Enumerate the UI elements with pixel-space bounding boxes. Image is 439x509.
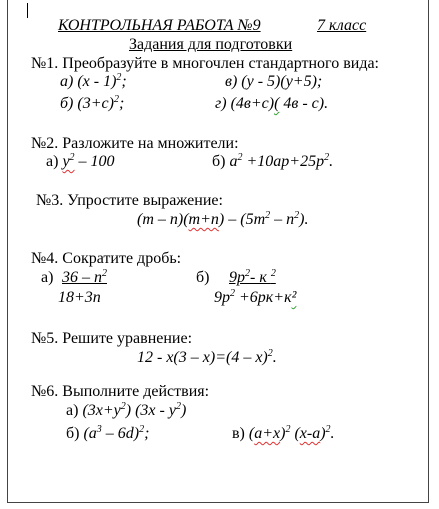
task6-item-a: а) $(3х+у^2)$ $(3х - у^2)$ bbox=[66, 401, 187, 419]
task4-fraction-b-denominator: $9р^2 +6рк+к^2$ bbox=[214, 288, 297, 306]
text-cursor bbox=[27, 3, 28, 18]
task2-item-a: а) $у^2 - 100$ bbox=[46, 152, 115, 170]
task6-item-b: б) $(а^3 - 6d)^2$; bbox=[66, 424, 150, 442]
task3-expression: $(m - n)(m+n) - (5m^2 - n^2)$. bbox=[137, 210, 309, 228]
task2-prompt: №2. Разложите на множители: bbox=[31, 135, 239, 152]
task4-fraction-a-denominator: 18+3n bbox=[58, 289, 101, 306]
task1-item-g: г) (4в+с)( 4в - с). bbox=[215, 95, 329, 112]
task5-prompt: №5. Решите уравнение: bbox=[31, 330, 193, 347]
grade-label: 7 класс bbox=[317, 17, 367, 34]
task4-prompt: №4. Сократите дробь: bbox=[31, 250, 182, 267]
task6-prompt: №6. Выполните действия: bbox=[31, 383, 210, 400]
task4-fraction-b-numerator: $9р^2-$ к $^2$ bbox=[229, 268, 276, 286]
page-subtitle: Задания для подготовки bbox=[129, 36, 293, 53]
page-title bbox=[58, 17, 261, 35]
task1-item-a: а) (х - 1)$^2$; bbox=[60, 72, 127, 90]
task5-equation: 12 - х(3 – х)=(4 – х)$^2$. bbox=[137, 348, 277, 366]
task2-item-b: б) $а^2 +10ар+25р^2$. bbox=[212, 152, 334, 170]
task4-fraction-b-label: б) bbox=[196, 269, 210, 286]
title-text: КОНТРОЛЬНАЯ РАБОТА №9 bbox=[58, 17, 261, 34]
task4-fraction-a-numerator: $36 - n^2$ bbox=[62, 268, 107, 286]
task1-item-v: в) (у - 5)(у+5); bbox=[225, 73, 323, 90]
task6-item-v: в) $(а+х)^2$ $(х-а)^2$. bbox=[232, 424, 335, 442]
task3-prompt: №3. Упростите выражение: bbox=[36, 192, 223, 209]
task1-prompt: №1. Преобразуйте в многочлен стандартного вида: bbox=[31, 55, 379, 72]
task1-item-b: б) $(3+с)^2$; bbox=[60, 94, 125, 112]
task4-fraction-a-label: а) bbox=[41, 269, 54, 286]
